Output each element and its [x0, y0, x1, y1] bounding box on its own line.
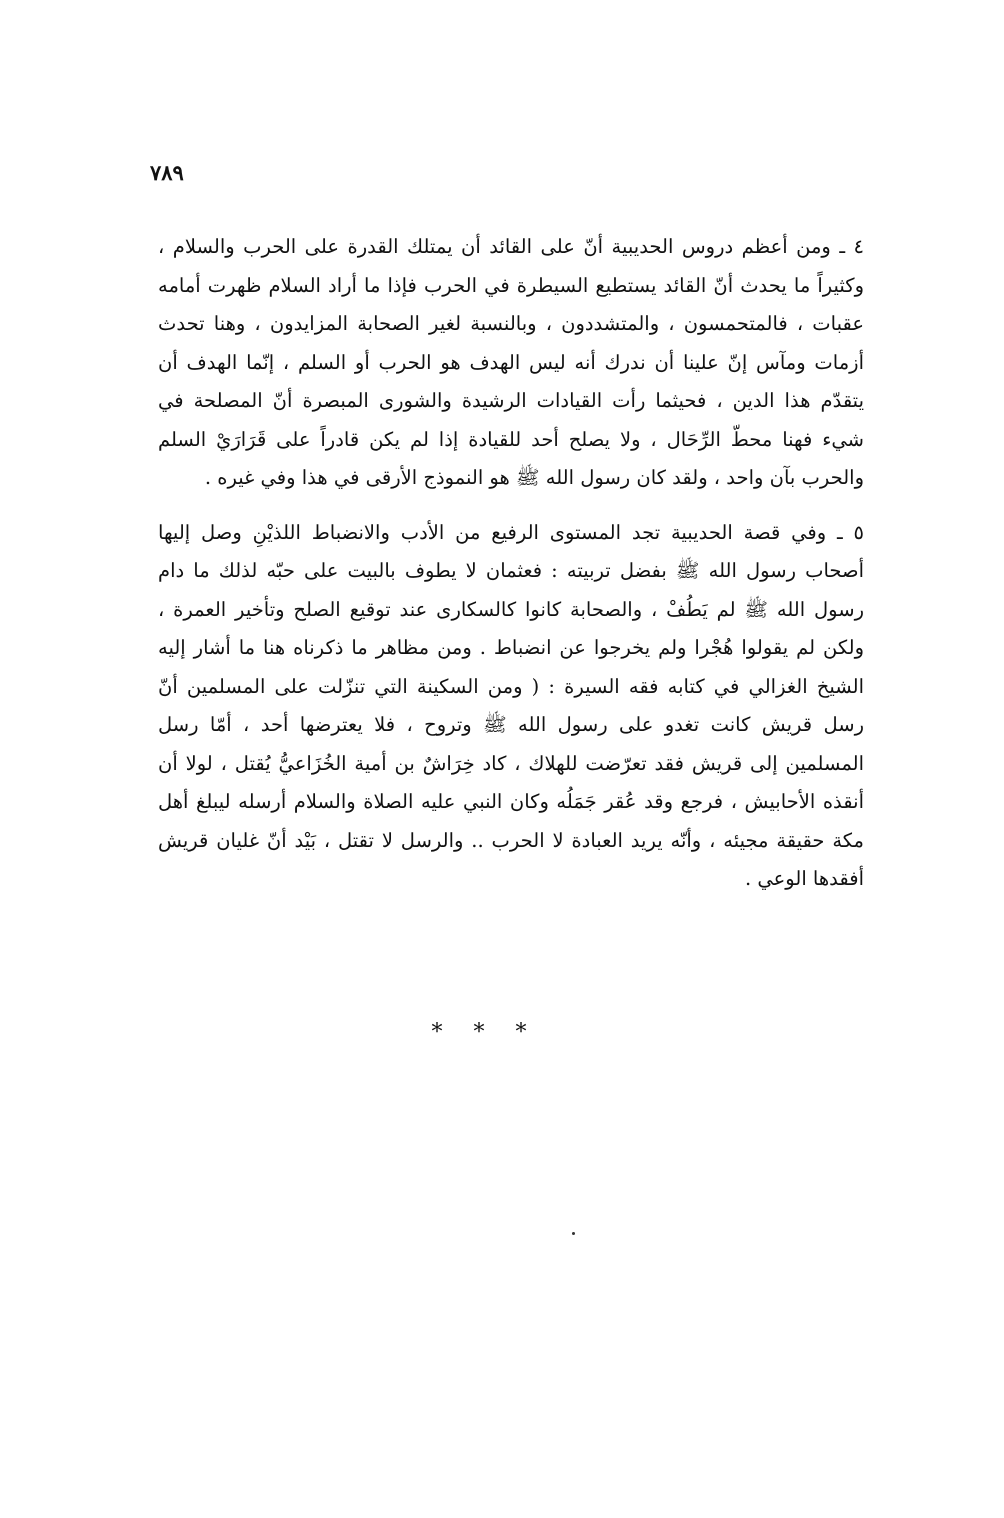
paragraph-5: ٥ ـ وفي قصة الحديبية تجد المستوى الرفيع من الأدب والانضباط اللذيْنِ وصل إليها أصحاب رسول الله ﷺ بفضل تربيته : فعثمان لا يطوف بالبيت على حبّه لذلك ما دام رسول الله ﷺ لم يَطُفْ ، والصحابة كانوا كالسكارى عند توقيع الصلح وتأخير العمرة ، ولكن لم يقولوا هُجْرا ولم يخرجوا عن انضباط . ومن مظاهر ما ذكرناه هنا ما أشار إليه الشيخ الغزالي في كتابه فقه السيرة : ( ومن السكينة التي تنزّلت على المسلمين أنّ رسل قريش كانت تغدو على رسول الله ﷺ وتروح ، فلا يعترضها أحد ، أمّا رسل المسلمين إلى قريش فقد تعرّضت للهلاك ، كاد خِرَاشٌ بن أمية الخُزَاعيُّ يُقتل ، لولا أن أنقذه الأحابيش ، فرجع وقد عُقر جَمَلُه وكان النبي عليه الصلاة والسلام أرسله ليبلغ أهل مكة حقيقة مجيئه ، وأنّه يريد العبادة لا الحرب .. والرسل لا تقتل ، بَيْد أنّ غليان قريش أفقدها الوعي .	[158, 520, 864, 890]
page-body	[158, 228, 864, 899]
section-separator: * * *	[431, 1020, 539, 1045]
page-number: ٧٨٩	[150, 160, 184, 185]
paragraph-4: ٤ ـ ومن أعظم دروس الحديبية أنّ على القائد أن يمتلك القدرة على الحرب والسلام ، وكثيراً ما يحدث أنّ القائد يستطيع السيطرة في الحرب فإذا ما أراد السلام ظهرت أمامه عقبات ، فالمتحمسون ، والمتشددون ، وبالنسبة لغير الصحابة المزايدون ، وهنا تحدث أزمات ومآس إنّ علينا أن ندرك أنه ليس الهدف هو الحرب أو السلم ، إنّما الهدف أن يتقدّم هذا الدين ، فحيثما رأت القيادات الرشيدة والشورى المبصرة أنّ المصلحة في شيء فهنا محطّ الرِّحَال ، ولا يصلح أحد للقيادة إذا لم يكن قادراً على قَرَارَيْ السلم والحرب بآن واحد ، ولقد كان رسول الله ﷺ هو النموذج الأرقى في هذا وفي غيره .	[158, 235, 864, 489]
stray-dot	[572, 1232, 575, 1235]
